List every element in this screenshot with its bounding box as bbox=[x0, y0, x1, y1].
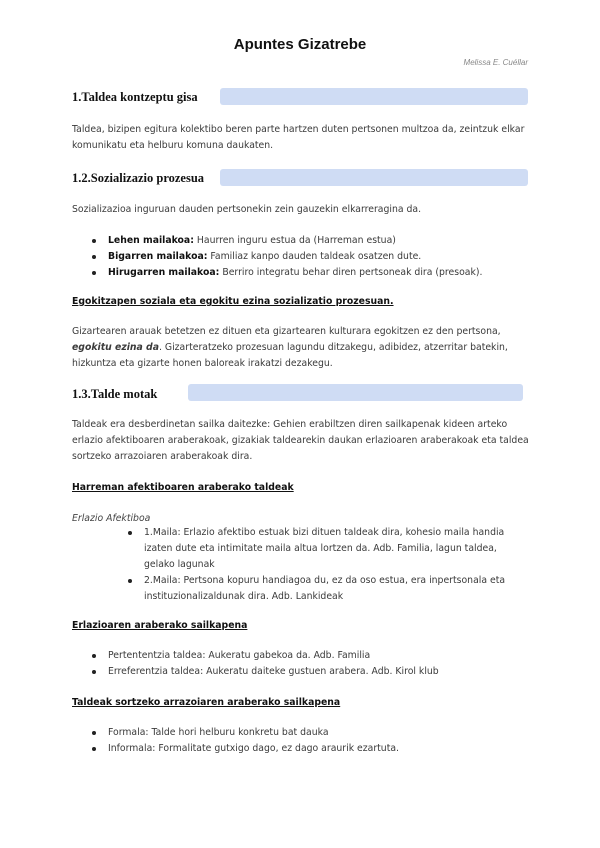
section-heading-taldea: 1.Taldea kontzeptu gisa bbox=[72, 90, 198, 104]
afektibo-levels-list bbox=[126, 525, 526, 605]
list-item-term: Bigarren mailakoa: bbox=[108, 251, 208, 262]
list-item-text: Familiaz kanpo dauden taldeak osatzen dute. bbox=[207, 251, 422, 262]
talde-motak-intro bbox=[72, 417, 532, 465]
erlazio-list bbox=[90, 648, 530, 680]
list-item: Erreferentzia taldea: Aukeratu daiteke gustuen arabera. Adb. Kirol klub bbox=[90, 664, 530, 680]
list-item-text: Haurren inguru estua da (Harreman estua) bbox=[193, 235, 396, 246]
document-title: Apuntes Gizatrebe bbox=[233, 36, 367, 53]
section-heading-sozializazio: 1.2.Sozializazio prozesua bbox=[72, 171, 205, 185]
list-item-term: Hirugarren mailakoa: bbox=[108, 267, 220, 278]
harreman-subheading: Harreman afektiboaren araberako taldeak bbox=[72, 482, 294, 493]
egokitzapen-subheading: Egokitzapen soziala eta egokitu ezina sozializatio prozesuan. bbox=[72, 296, 394, 307]
heading-highlight-bar bbox=[220, 88, 528, 105]
egokitzapen-paragraph bbox=[72, 324, 532, 372]
list-item bbox=[90, 233, 530, 249]
list-item-term: Lehen mailakoa: bbox=[108, 235, 194, 246]
heading-highlight-bar bbox=[188, 384, 523, 401]
arrazoia-list bbox=[90, 725, 530, 757]
egokitzapen-text-a: Gizartearen arauak betetzen ez dituen eta gizartearen kulturara egokitzen ez den pertsona, bbox=[72, 326, 501, 337]
talde-motak-intro-text: Taldeak era desberdinetan sailka daitezke: Gehien erabiltzen diren sailkapenak kideen arteko erlazio afektiboaren araberakoak, gizakiak taldearekin daukan erlazioaren araberakoak eta taldea sortzeko arrazoiaren araberakoak dira. bbox=[72, 419, 529, 462]
list-item: 1.Maila: Erlazio afektibo estuak bizi dituen taldeak dira, kohesio maila handia izaten dute eta intimitate maila altua lortzen da. Adb. Familia, lagun taldea, gelako lagunak bbox=[126, 525, 526, 573]
sozializazio-levels-list bbox=[90, 233, 530, 281]
erlazio-afektiboa-label: Erlazio Afektiboa bbox=[72, 513, 151, 524]
section-heading-talde-motak: 1.3.Talde motak bbox=[72, 387, 158, 401]
heading-highlight-bar bbox=[220, 169, 528, 186]
list-item bbox=[90, 249, 530, 265]
list-item: Pertententzia taldea: Aukeratu gabekoa da. Adb. Familia bbox=[90, 648, 530, 664]
taldea-definition-text: Taldea, bizipen egitura kolektibo beren parte hartzen duten pertsonen multzoa da, zeintzuk elkar komunikatu eta helburu komuna daukaten. bbox=[72, 124, 525, 151]
sozializazio-intro bbox=[72, 202, 532, 218]
document-author: Melissa E. Cuéllar bbox=[463, 58, 528, 67]
erlazio-subheading: Erlazioaren araberako sailkapena bbox=[72, 620, 248, 631]
egokitzapen-text-b: . Gizarteratzeko prozesuan lagundu ditzakegu, adibidez, atzerritar batekin, hizkuntza eta gizarte honen baloreak irakatzi dezakegu. bbox=[72, 342, 508, 369]
arrazoia-subheading: Taldeak sortzeko arrazoiaren araberako sailkapena bbox=[72, 697, 341, 708]
list-item: Formala: Talde hori helburu konkretu bat dauka bbox=[90, 725, 530, 741]
sozializazio-intro-text: Sozializazioa inguruan dauden pertsonekin zein gauzekin elkarreragina da. bbox=[72, 204, 422, 215]
list-item: Informala: Formalitate gutxigo dago, ez dago araurik ezartuta. bbox=[90, 741, 530, 757]
list-item bbox=[90, 265, 530, 281]
taldea-definition bbox=[72, 122, 532, 154]
list-item-text: Berriro integratu behar diren pertsoneak dira (presoak). bbox=[219, 267, 483, 278]
egokitzapen-term: egokitu ezina da bbox=[72, 342, 159, 353]
list-item: 2.Maila: Pertsona kopuru handiagoa du, ez da oso estua, era inpertsonala eta instituzionalizaldunak dira. Adb. Lankideak bbox=[126, 573, 526, 605]
